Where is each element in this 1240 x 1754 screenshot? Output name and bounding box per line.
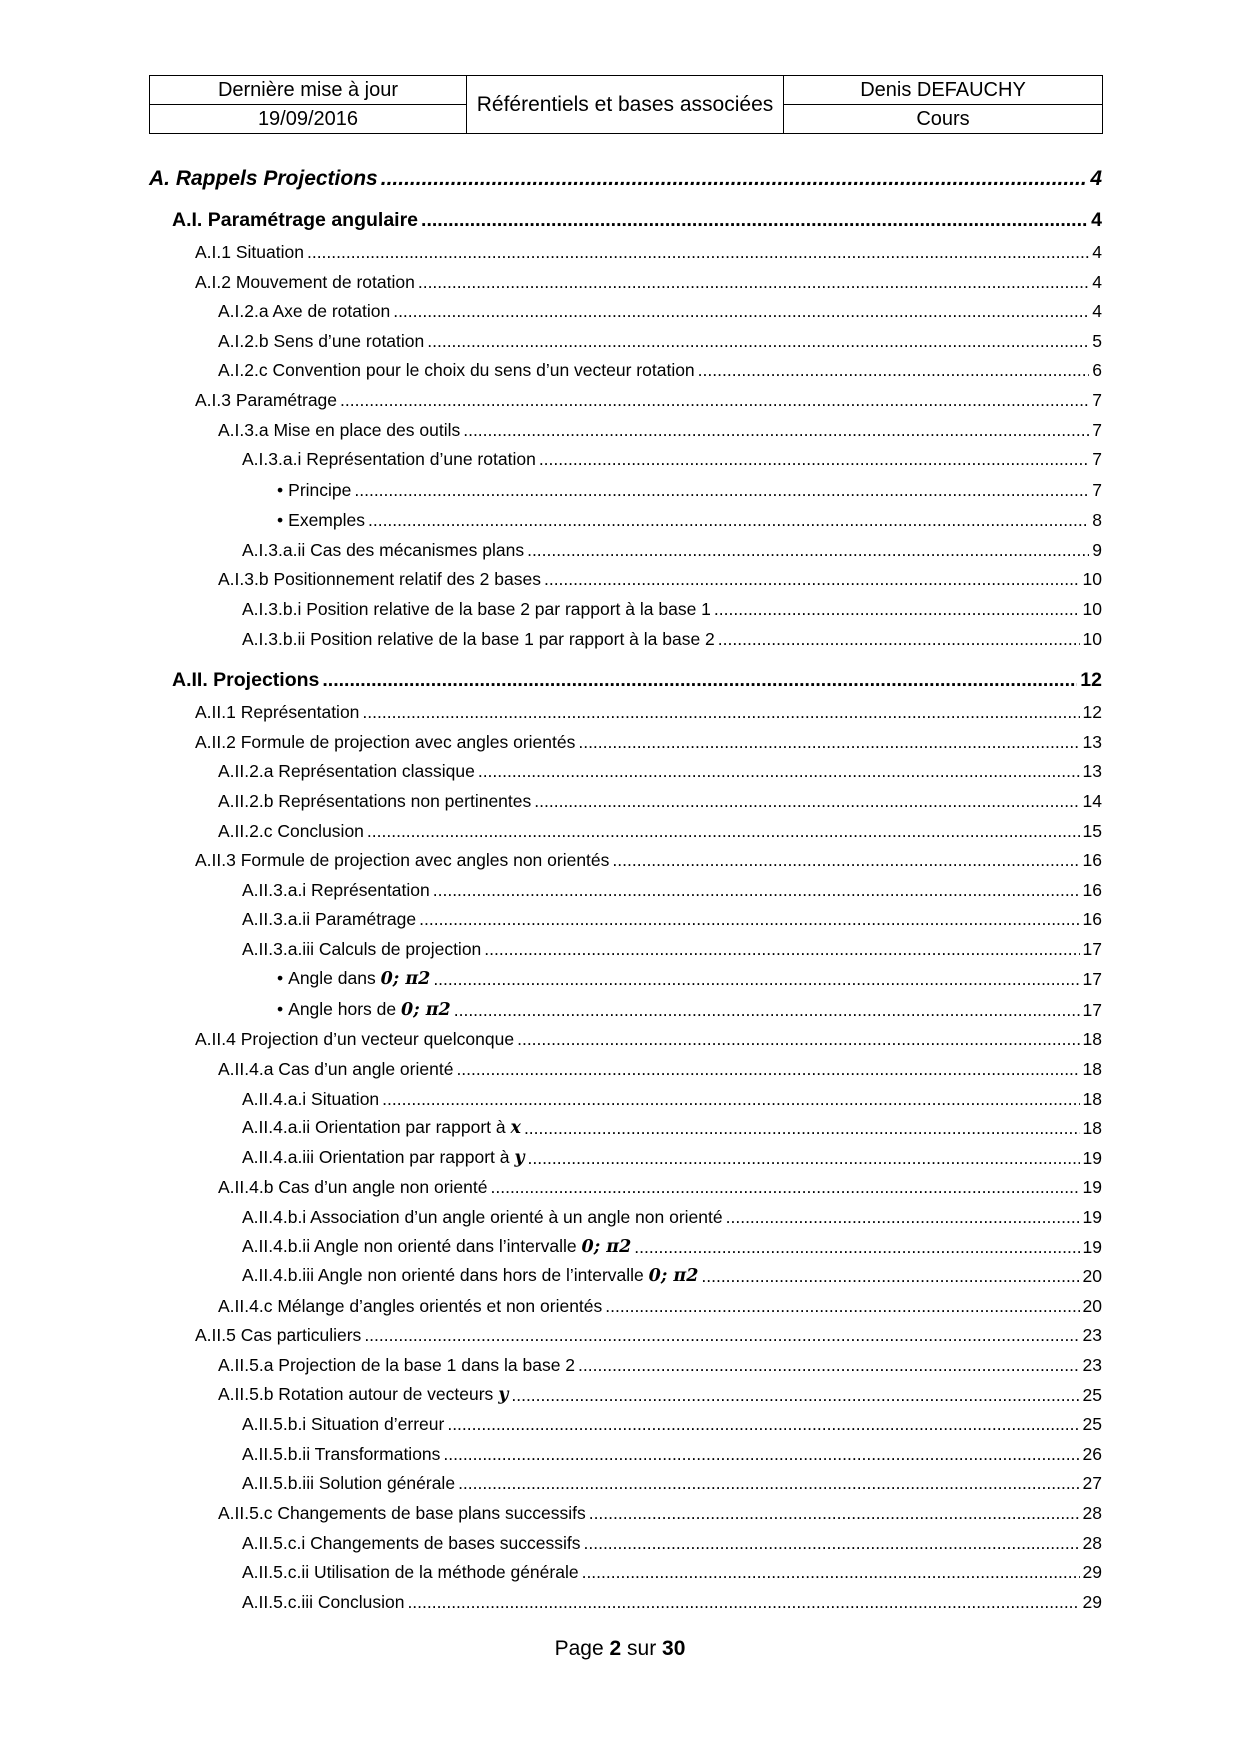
toc-entry-text: A.I.3.a.ii Cas des mécanismes plans	[242, 539, 525, 560]
toc-entry[interactable]	[149, 268, 1102, 298]
toc-entry[interactable]	[149, 1292, 1102, 1322]
toc-entry[interactable]	[149, 1351, 1102, 1381]
dot-leader	[578, 1351, 1079, 1381]
dot-leader	[433, 964, 1079, 995]
toc-entry[interactable]	[149, 238, 1102, 268]
toc-entry-title	[172, 204, 418, 236]
toc-entry[interactable]	[149, 995, 1102, 1026]
dot-leader	[612, 846, 1079, 876]
toc-entry-title	[242, 1410, 444, 1440]
toc-entry-text: A.I.3.b Positionnement relatif des 2 bases	[218, 569, 541, 590]
toc-entry-title	[242, 445, 536, 475]
toc-entry-title	[242, 1085, 379, 1115]
toc-page-number: 28	[1082, 1532, 1102, 1553]
toc-page-number: 14	[1082, 790, 1102, 811]
toc-page-number: 7	[1092, 449, 1102, 470]
dot-leader	[605, 1292, 1079, 1322]
dot-leader	[528, 1144, 1080, 1174]
dot-leader	[478, 757, 1080, 787]
toc-entry-text: A.II.4.a Cas d’un angle orienté	[218, 1059, 454, 1080]
toc-entry-title	[242, 905, 416, 935]
toc-entry-text: A.II.5.b.ii Transformations	[242, 1443, 441, 1464]
toc-entry-title	[195, 386, 337, 416]
toc-entry-text: A.II.3 Formule de projection avec angles non orientés	[195, 850, 610, 871]
toc-page-number: 19	[1082, 1147, 1102, 1168]
toc-entry[interactable]	[149, 475, 1102, 506]
toc-entry[interactable]	[149, 536, 1102, 566]
toc-entry[interactable]	[149, 1233, 1102, 1263]
toc-page-number: 28	[1082, 1502, 1102, 1523]
toc-entry[interactable]	[149, 160, 1102, 198]
toc-page-number: 23	[1082, 1325, 1102, 1346]
dot-leader	[381, 160, 1088, 198]
toc-page-number: 6	[1092, 360, 1102, 381]
toc-entry[interactable]	[149, 327, 1102, 357]
toc-entry[interactable]	[149, 1055, 1102, 1085]
toc-entry-text: A.II.3.a.iii Calculs de projection	[242, 938, 482, 959]
toc-page-number: 4	[1091, 209, 1102, 231]
toc-page-number: 17	[1082, 969, 1102, 990]
toc-entry-title	[218, 787, 531, 817]
toc-page-number: 20	[1082, 1266, 1102, 1287]
toc-entry-title	[195, 846, 609, 876]
dot-leader	[456, 1055, 1079, 1085]
dot-leader	[634, 1233, 1079, 1263]
toc-entry-title	[218, 416, 460, 446]
toc-entry[interactable]	[149, 787, 1102, 817]
toc-entry-title	[242, 1143, 525, 1174]
toc-entry-text: A.II.3.a.i Représentation	[242, 879, 430, 900]
toc-entry[interactable]	[149, 595, 1102, 625]
toc-entry[interactable]	[149, 846, 1102, 876]
toc-entry[interactable]	[149, 817, 1102, 847]
toc-entry-title	[242, 1232, 631, 1263]
dot-leader	[407, 1588, 1079, 1618]
bullet-icon: •	[277, 479, 284, 500]
toc-entry[interactable]	[149, 757, 1102, 787]
toc-entry-title	[242, 536, 524, 566]
footer-separator: sur	[627, 1637, 657, 1660]
toc-entry[interactable]	[149, 1381, 1102, 1411]
math-expression: 0; π2	[581, 1236, 632, 1257]
toc-entry[interactable]	[149, 876, 1102, 906]
author-name: Denis DEFAUCHY	[784, 76, 1103, 105]
toc-entry-title	[218, 1055, 453, 1085]
dot-leader	[582, 1558, 1080, 1588]
toc-page-number: 23	[1082, 1355, 1102, 1375]
toc-entry-text: A.II.5.b.iii Solution générale	[242, 1473, 456, 1494]
toc-entry[interactable]	[149, 297, 1102, 327]
dot-leader	[714, 595, 1080, 625]
toc-entry-text: A.II.4.b Cas d’un angle non orienté	[218, 1177, 488, 1198]
toc-entry-title	[218, 565, 541, 595]
toc-entry[interactable]	[149, 1144, 1102, 1174]
toc-entry-title	[195, 1321, 361, 1351]
toc-entry-title	[218, 1380, 508, 1411]
toc-page-number: 26	[1082, 1443, 1102, 1464]
toc-entry-text: A.I.3 Paramétrage	[195, 389, 338, 410]
toc-entry[interactable]	[149, 1203, 1102, 1233]
dot-leader	[511, 1381, 1079, 1411]
toc-entry-title	[218, 757, 475, 787]
toc-entry-title	[242, 1529, 581, 1559]
toc-entry-text: A.II.1 Représentation	[195, 702, 360, 723]
dot-leader	[307, 238, 1089, 268]
toc-entry[interactable]	[149, 1588, 1102, 1618]
toc-entry-title	[218, 1292, 602, 1322]
dot-leader	[340, 386, 1089, 416]
toc-entry[interactable]	[149, 1262, 1102, 1292]
toc-page-number: 25	[1082, 1414, 1102, 1435]
toc-page-number: 19	[1082, 1207, 1102, 1228]
dot-leader	[393, 297, 1089, 327]
document-title: Référentiels et bases associées	[467, 76, 784, 134]
toc-entry[interactable]	[149, 1440, 1102, 1470]
dot-leader	[491, 1173, 1080, 1203]
toc-entry[interactable]	[149, 905, 1102, 935]
toc-entry-text: Angle hors de	[288, 998, 397, 1019]
toc-entry[interactable]	[149, 1025, 1102, 1055]
document-type: Cours	[784, 105, 1103, 134]
toc-entry[interactable]	[149, 1410, 1102, 1440]
toc-entry-title	[195, 1025, 514, 1055]
toc-page-number: 9	[1092, 539, 1102, 560]
toc-entry-text: A.II.2.b Représentations non pertinentes	[218, 790, 532, 811]
toc-entry-title	[195, 268, 415, 298]
toc-entry[interactable]	[149, 445, 1102, 475]
toc-entry-text: A.II.5.c.iii Conclusion	[242, 1591, 405, 1612]
toc-page-number: 4	[1092, 242, 1102, 262]
dot-leader	[368, 505, 1089, 536]
toc-entry-title	[218, 1499, 586, 1529]
dot-leader	[584, 1529, 1080, 1559]
dot-leader	[354, 475, 1089, 506]
toc-entry[interactable]	[149, 1558, 1102, 1588]
toc-entry-title	[242, 1440, 440, 1470]
table-of-contents	[149, 160, 1102, 1617]
toc-entry-text: A.I. Paramétrage angulaire	[172, 209, 419, 231]
dot-leader	[517, 1025, 1079, 1055]
math-expression: x	[510, 1118, 521, 1139]
toc-entry-text: A.II.4.c Mélange d’angles orientés et non orientés	[218, 1295, 603, 1316]
dot-leader	[364, 1321, 1079, 1351]
toc-page-number: 18	[1082, 1059, 1102, 1080]
toc-entry[interactable]	[149, 386, 1102, 416]
math-expression: 0; π2	[380, 969, 431, 990]
toc-entry-title	[242, 1469, 455, 1499]
toc-entry[interactable]	[149, 664, 1102, 696]
toc-entry-title	[242, 625, 715, 655]
dot-leader	[527, 536, 1089, 566]
toc-entry[interactable]	[149, 1469, 1102, 1499]
toc-entry-title	[242, 595, 711, 625]
toc-entry-text: A.II.5.c.i Changements de bases successifs	[242, 1532, 581, 1553]
dot-leader	[463, 416, 1089, 446]
toc-entry-title	[218, 356, 695, 386]
page-footer	[0, 1637, 1240, 1661]
toc-entry[interactable]	[149, 625, 1102, 655]
dot-leader	[443, 1440, 1079, 1470]
dot-leader	[534, 787, 1079, 817]
toc-entry-text: A.II.5.a Projection de la base 1 dans la base 2	[218, 1355, 576, 1375]
toc-page-number: 27	[1082, 1473, 1102, 1494]
toc-entry-title	[277, 505, 365, 536]
toc-page-number: 13	[1082, 761, 1102, 782]
dot-leader	[539, 445, 1089, 475]
dot-leader	[362, 698, 1079, 728]
dot-leader	[433, 876, 1080, 906]
toc-page-number: 4	[1090, 167, 1102, 190]
toc-entry-title	[277, 963, 430, 995]
bullet-icon: •	[277, 998, 284, 1019]
toc-page-number: 7	[1092, 419, 1102, 440]
toc-entry-text: A.II.5.c.ii Utilisation de la méthode générale	[242, 1562, 579, 1583]
toc-entry-text: A.II.4 Projection d’un vecteur quelconque	[195, 1029, 515, 1050]
toc-page-number: 29	[1082, 1562, 1102, 1583]
toc-entry-text: A.II.5.b.i Situation d’erreur	[242, 1414, 445, 1435]
toc-entry-text: A.II.2 Formule de projection avec angles orientés	[195, 731, 576, 752]
toc-entry-text: A.II.5.b Rotation autour de vecteurs	[218, 1383, 494, 1404]
dot-leader	[458, 1469, 1079, 1499]
toc-entry-title	[242, 1558, 579, 1588]
toc-entry-title	[277, 994, 451, 1026]
toc-page-number: 16	[1082, 909, 1102, 930]
total-page-count: 30	[662, 1637, 686, 1660]
toc-entry-title	[277, 475, 351, 506]
toc-entry-title	[149, 160, 378, 198]
toc-entry-text: A.I.3.b.ii Position relative de la base 1 par rapport à la base 2	[242, 628, 715, 649]
toc-entry-title	[242, 1588, 404, 1618]
toc-entry-title	[195, 698, 359, 728]
toc-entry[interactable]	[149, 935, 1102, 965]
toc-entry[interactable]	[149, 565, 1102, 595]
current-page-number: 2	[609, 1637, 622, 1660]
toc-entry-title	[218, 1173, 488, 1203]
toc-page-number: 17	[1082, 999, 1102, 1020]
dot-leader	[322, 664, 1077, 696]
dot-leader	[367, 817, 1080, 847]
bullet-icon: •	[277, 968, 284, 989]
toc-entry-text: A.I.2.a Axe de rotation	[218, 301, 391, 322]
dot-leader	[419, 905, 1079, 935]
toc-entry-title	[218, 297, 390, 327]
toc-entry-text: A.I.2.c Convention pour le choix du sens d’un vecteur rotation	[218, 360, 695, 381]
toc-entry-text: A.I.3.a.i Représentation d’une rotation	[242, 449, 536, 470]
toc-entry[interactable]	[149, 204, 1102, 236]
toc-page-number: 18	[1082, 1029, 1102, 1050]
toc-entry-title	[218, 817, 364, 847]
toc-entry[interactable]	[149, 1085, 1102, 1115]
dot-leader	[698, 356, 1090, 386]
dot-leader	[382, 1085, 1079, 1115]
toc-entry[interactable]	[149, 1321, 1102, 1351]
toc-entry-text: Angle dans	[288, 968, 376, 989]
toc-entry-text: Exemples	[288, 510, 365, 531]
toc-entry-text: A.I.1 Situation	[195, 242, 304, 262]
last-update-label: Dernière mise à jour	[150, 76, 467, 105]
dot-leader	[726, 1203, 1080, 1233]
toc-entry[interactable]	[149, 698, 1102, 728]
document-header	[149, 75, 1103, 134]
toc-page-number: 25	[1082, 1384, 1102, 1405]
toc-entry-text: A.I.3.a Mise en place des outils	[218, 419, 461, 440]
toc-page-number: 4	[1092, 301, 1102, 322]
dot-leader	[421, 204, 1088, 236]
toc-entry-title	[242, 935, 481, 965]
toc-page-number: 12	[1082, 702, 1102, 723]
toc-entry-text: A.I.2 Mouvement de rotation	[195, 271, 415, 292]
toc-page-number: 7	[1092, 389, 1102, 410]
dot-leader	[447, 1410, 1079, 1440]
dot-leader	[454, 995, 1080, 1026]
toc-entry-text: A.II.4.b.ii Angle non orienté dans l’intervalle	[242, 1235, 577, 1256]
dot-leader	[718, 625, 1080, 655]
dot-leader	[701, 1262, 1079, 1292]
toc-page-number: 15	[1082, 820, 1102, 841]
toc-page-number: 19	[1082, 1177, 1102, 1198]
toc-entry[interactable]	[149, 505, 1102, 536]
toc-page-number: 19	[1082, 1236, 1102, 1257]
toc-page-number: 13	[1082, 731, 1102, 752]
toc-page-number: 16	[1082, 850, 1102, 871]
footer-prefix: Page	[554, 1637, 604, 1660]
toc-entry-text: A.II.4.a.ii Orientation par rapport à	[242, 1117, 506, 1138]
toc-entry[interactable]	[149, 1114, 1102, 1144]
toc-entry-text: A.II.2.a Représentation classique	[218, 761, 475, 782]
toc-entry-text: A.II. Projections	[172, 669, 320, 692]
toc-page-number: 18	[1082, 1118, 1102, 1139]
toc-page-number: 20	[1082, 1295, 1102, 1316]
toc-entry-text: A.II.4.a.i Situation	[242, 1088, 380, 1109]
toc-entry-text: A.II.4.b.i Association d’un angle orienté à un angle non orienté	[242, 1207, 723, 1228]
dot-leader	[427, 327, 1089, 357]
toc-page-number: 4	[1092, 271, 1102, 292]
toc-entry[interactable]	[149, 356, 1102, 386]
math-expression: 0; π2	[648, 1266, 699, 1287]
toc-entry-title	[242, 1113, 521, 1144]
toc-page-number: 10	[1082, 598, 1102, 619]
toc-entry[interactable]	[149, 964, 1102, 995]
toc-page-number: 7	[1092, 479, 1102, 500]
toc-page-number: 17	[1082, 938, 1102, 959]
bullet-icon: •	[277, 510, 284, 531]
toc-page-number: 8	[1092, 510, 1102, 531]
toc-entry-title	[242, 876, 430, 906]
toc-page-number: 18	[1082, 1088, 1102, 1109]
toc-page-number: 5	[1092, 330, 1102, 351]
toc-entry-text: A.II.4.a.iii Orientation par rapport à	[242, 1146, 510, 1167]
dot-leader	[578, 728, 1079, 758]
toc-entry-text: Principe	[288, 479, 352, 500]
toc-entry-title	[242, 1261, 698, 1292]
toc-page-number: 29	[1082, 1591, 1102, 1612]
toc-entry[interactable]	[149, 416, 1102, 446]
math-expression: y	[498, 1384, 509, 1405]
dot-leader	[484, 935, 1079, 965]
toc-entry-text: A. Rappels Projections	[149, 167, 378, 190]
toc-entry[interactable]	[149, 1499, 1102, 1529]
toc-page-number: 10	[1082, 569, 1102, 590]
toc-entry-title	[242, 1203, 723, 1233]
toc-page-number: 12	[1080, 669, 1102, 692]
toc-entry-text: A.II.4.b.iii Angle non orienté dans hors de l’intervalle	[242, 1265, 644, 1286]
toc-entry-text: A.II.3.a.ii Paramétrage	[242, 909, 417, 930]
dot-leader	[544, 565, 1080, 595]
toc-entry[interactable]	[149, 1173, 1102, 1203]
toc-entry-text: A.II.2.c Conclusion	[218, 820, 364, 841]
math-expression: y	[514, 1147, 525, 1168]
toc-entry-text: A.I.3.b.i Position relative de la base 2 par rapport à la base 1	[242, 598, 711, 619]
toc-entry-title	[195, 238, 304, 268]
toc-entry-text: A.II.5.c Changements de base plans successifs	[218, 1502, 586, 1523]
dot-leader	[418, 268, 1089, 298]
toc-entry[interactable]	[149, 728, 1102, 758]
toc-entry-text: A.I.2.b Sens d’une rotation	[218, 330, 425, 351]
toc-entry-title	[172, 664, 319, 696]
toc-entry-text: A.II.5 Cas particuliers	[195, 1325, 362, 1346]
toc-entry[interactable]	[149, 1529, 1102, 1559]
dot-leader	[589, 1499, 1080, 1529]
dot-leader	[524, 1114, 1080, 1144]
toc-entry-title	[218, 1351, 575, 1381]
math-expression: 0; π2	[401, 999, 451, 1020]
toc-entry-title	[218, 327, 424, 357]
toc-page-number: 10	[1082, 628, 1102, 649]
update-date: 19/09/2016	[150, 105, 467, 134]
toc-page-number: 16	[1082, 879, 1102, 900]
toc-entry-title	[195, 728, 575, 758]
